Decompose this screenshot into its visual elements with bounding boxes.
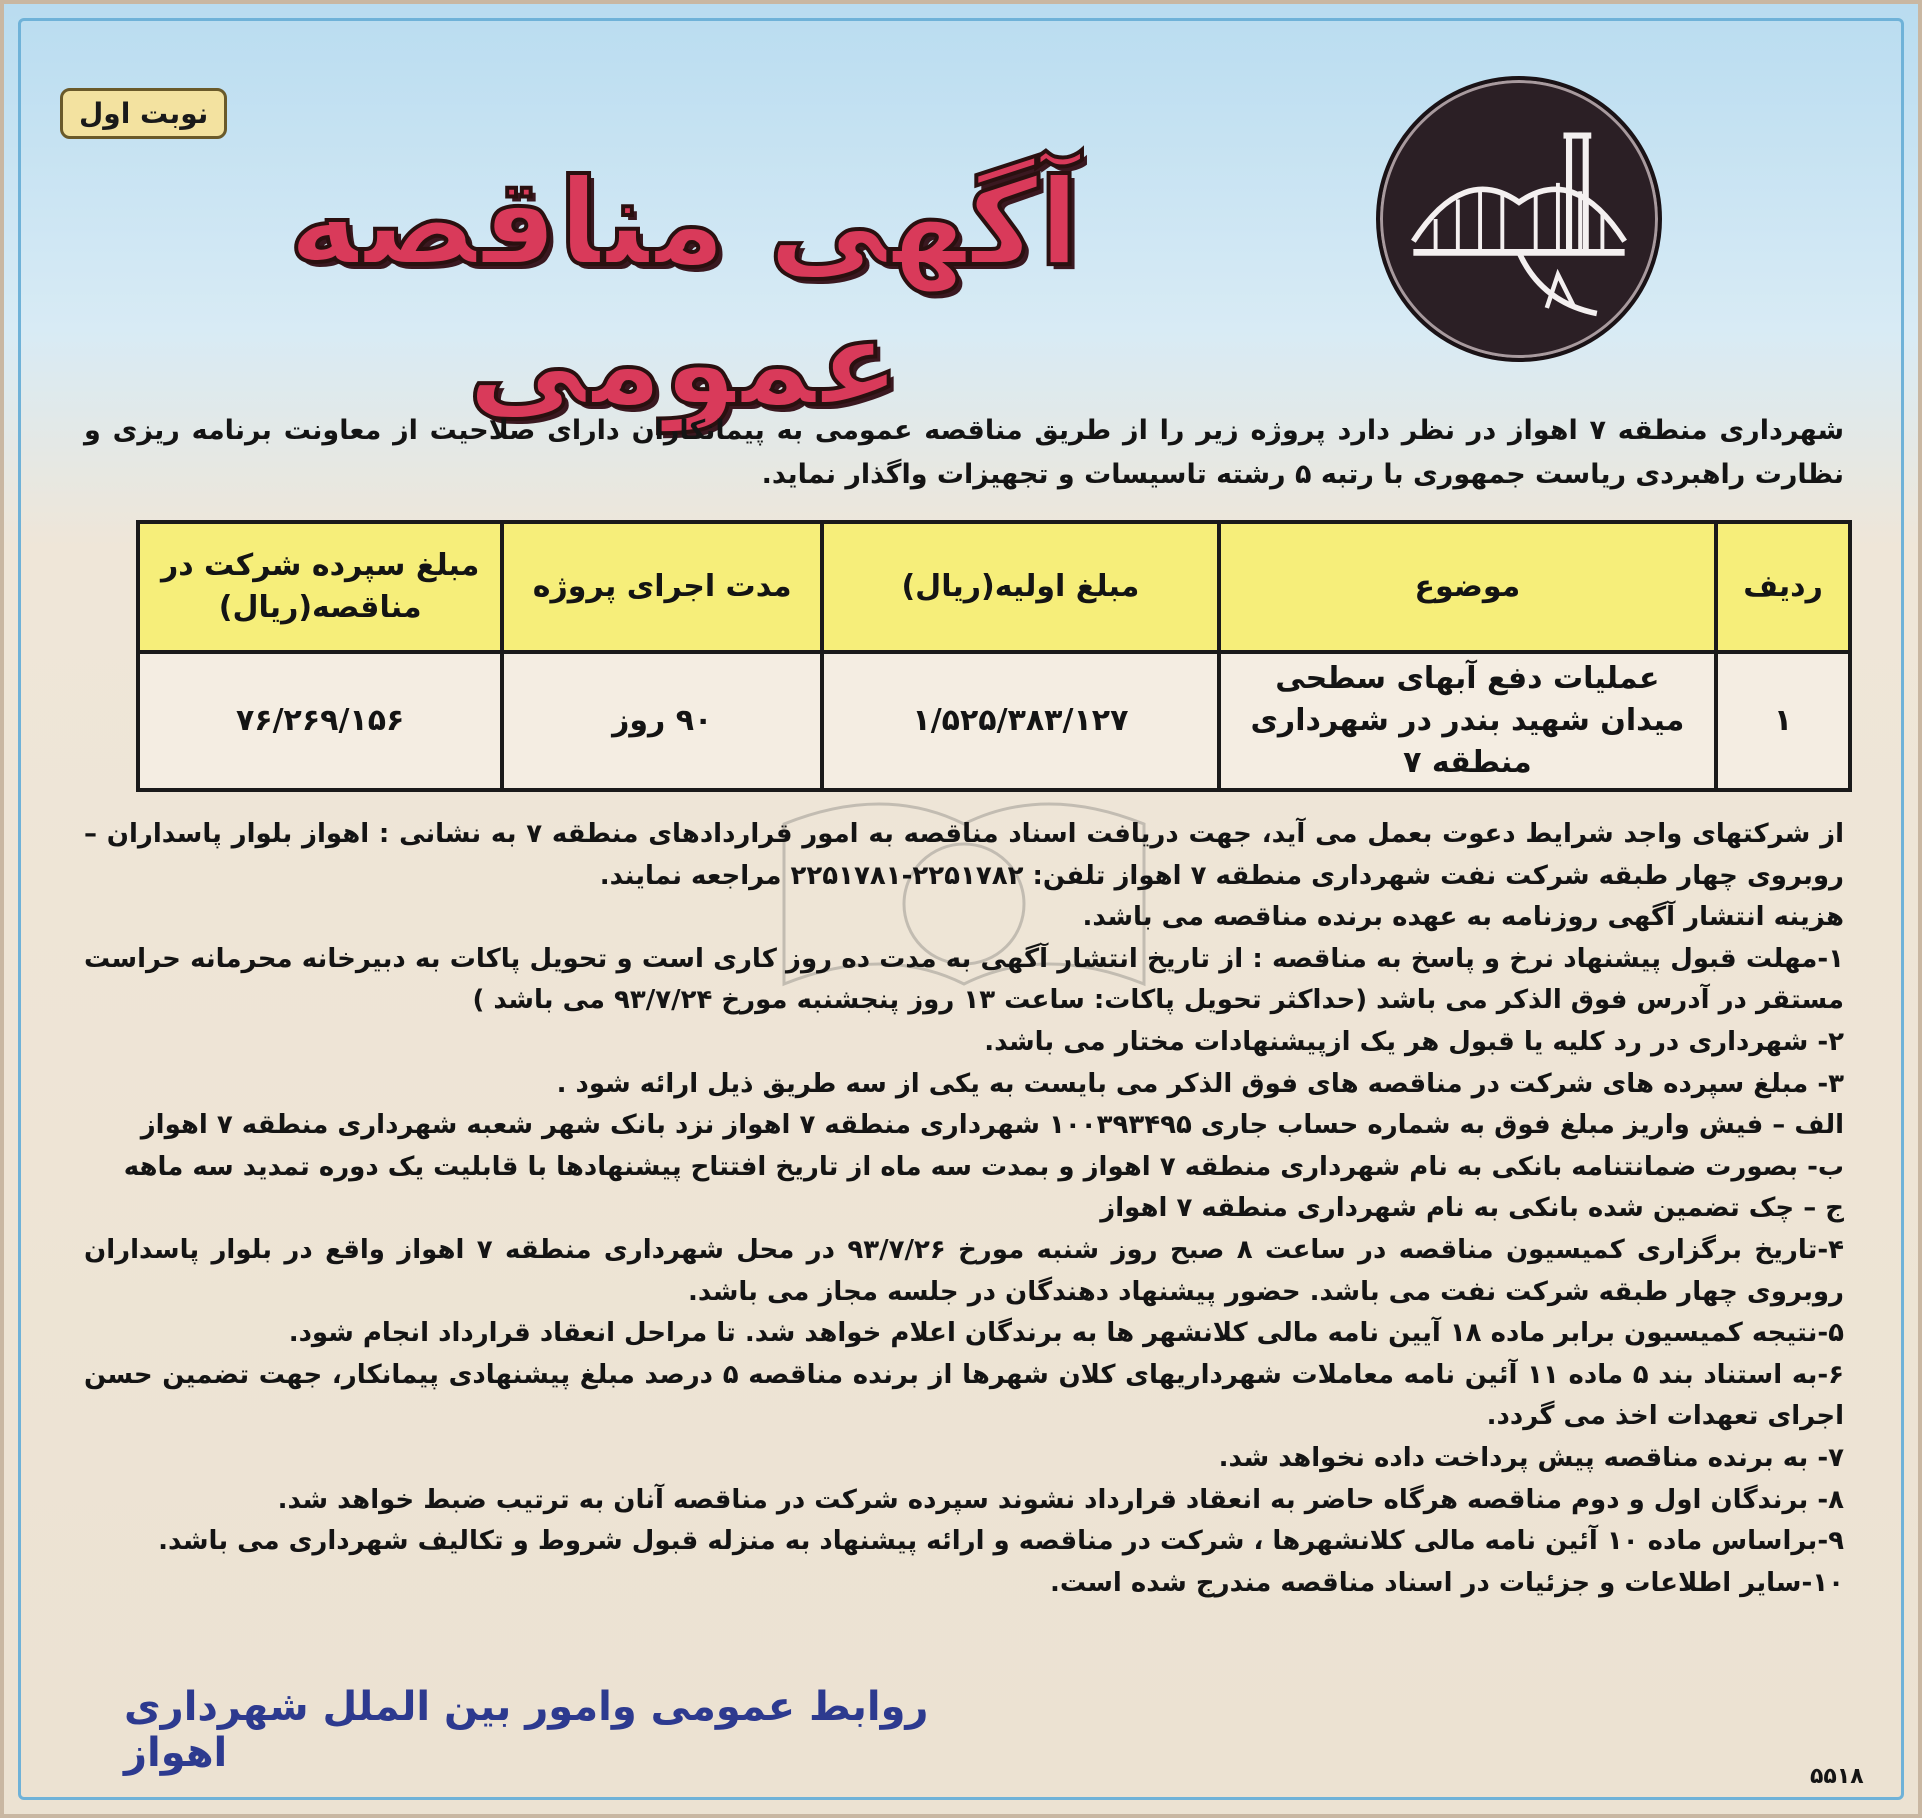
header-initial-amount: مبلغ اولیه(ریال) <box>822 522 1219 652</box>
condition-item: ۱-مهلت قبول پیشنهاد نرخ و پاسخ به مناقصه : از تاریخ انتشار آگهی به مدت ده روز کاری است و تحویل پاکات به دبیرخانه محرمانه حراست مستقر در آدرس فوق الذکر می باشد (حداکثر تحویل پاکات: ساعت ۱۳ روز پنجشنبه مورخ ۹۳/۷/۲۴ می باشد ) <box>84 943 1844 1016</box>
cell-row-number: ۱ <box>1716 652 1850 790</box>
condition-item: ب- بصورت ضمانتنامه بانکی به نام شهرداری منطقه ۷ اهواز و بمدت سه ماه از تاریخ افتتاح پیشنهادها با قابلیت یک دوره تمدید سه ماهه <box>123 1151 1844 1182</box>
cell-subject: عملیات دفع آبهای سطحی میدان شهید بندر در شهرداری منطقه ۷ <box>1219 652 1716 790</box>
condition-item: ۷- به برنده مناقصه پیش پرداخت داده نخواهد شد. <box>1218 1442 1844 1473</box>
condition-item: ۴-تاریخ برگزاری کمیسیون مناقصه در ساعت ۸ صبح روز شنبه مورخ ۹۳/۷/۲۶ در محل شهرداری منطقه ۷ اهواز واقع در بلوار پاسداران روبروی چهار طبقه شرکت نفت می باشد. حضور پیشنهاد دهندگان در جلسه مجاز می باشد. <box>84 1234 1845 1307</box>
header-deposit: مبلغ سپرده شرکت در مناقصه(ریال) <box>138 522 502 652</box>
condition-item: ۸- برندگان اول و دوم مناقصه هرگاه حاضر به انعقاد قرارداد نشوند سپرده شرکت در مناقصه آنان به ترتیب ضبط خواهد شد. <box>277 1484 1844 1515</box>
condition-item: ۹-براساس ماده ۱۰ آئین نامه مالی کلانشهرها ، شرکت در مناقصه و ارائه پیشنهاد به منزله قبول شروط و تکالیف شهرداری می باشد. <box>158 1526 1844 1557</box>
header-row-number: ردیف <box>1716 522 1850 652</box>
tender-table <box>136 520 1852 792</box>
cell-duration: ۹۰ روز <box>502 652 822 790</box>
conditions-text <box>84 814 1844 1604</box>
cell-deposit: ۷۶/۲۶۹/۱۵۶ <box>138 652 502 790</box>
condition-item: الف – فیش واریز مبلغ فوق به شماره حساب جاری ۱۰۰۳۹۳۴۹۵ شهرداری منطقه ۷ اهواز نزد بانک شهر شعبه شهرداری منطقه ۷ اهواز <box>140 1110 1844 1141</box>
header-subject: موضوع <box>1219 522 1716 652</box>
invite-paragraph: از شرکتهای واجد شرایط دعوت بعمل می آید، جهت دریافت اسناد مناقصه به امور قراردادهای منطقه ۷ به نشانی : اهواز بلوار پاسداران – روبروی چهار طبقه شرکت نفت شهرداری منطقه ۷ اهواز تلفن: ۲۲۵۱۷۸۲-۲۲۵۱۷۸۱ مراجعه نمایند. <box>84 819 1844 891</box>
round-badge: نوبت اول <box>60 88 227 139</box>
cell-initial-amount: ۱/۵۲۵/۳۸۳/۱۲۷ <box>822 652 1219 790</box>
condition-item: ۶-به استناد بند ۵ ماده ۱۱ آئین نامه معاملات شهرداریهای کلان شهرها از برنده مناقصه ۵ درصد مبلغ پیشنهادی پیمانکار، جهت تضمین حسن اجرای تعهدات اخذ می گردد. <box>84 1359 1845 1432</box>
condition-item: ۳- مبلغ سپرده های شرکت در مناقصه های فوق الذکر می بایست به یکی از سه طریق ذیل ارائه شود . <box>556 1068 1844 1099</box>
intro-paragraph: شهرداری منطقه ۷ اهواز در نظر دارد پروژه زیر را از طریق مناقصه عمومی به پیمانکاران دارای صلاحیت از معاونت برنامه ریزی و نظارت راهبردی ریاست جمهوری با رتبه ۵ رشته تاسیسات و تجهیزات واگذار نماید. <box>84 415 1845 490</box>
bridge-logo-icon <box>1376 76 1662 362</box>
condition-item: ۲- شهرداری در رد کلیه یا قبول هر یک ازپیشنهادات مختار می باشد. <box>984 1026 1844 1057</box>
condition-item: ۵-نتیجه کمیسیون برابر ماده ۱۸ آیین نامه مالی کلانشهر ها به برندگان اعلام خواهد شد. تا مراحل انعقاد قرارداد انجام شود. <box>288 1318 1844 1349</box>
cost-paragraph: هزینه انتشار آگهی روزنامه به عهده برنده مناقصه می باشد. <box>1082 902 1844 933</box>
table-header-row <box>138 522 1850 652</box>
header-duration: مدت اجرای پروژه <box>502 522 822 652</box>
notice-title: آگهی مناقصه عمومی <box>288 154 1080 433</box>
condition-item: ج – چک تضمین شده بانکی به نام شهرداری منطقه ۷ اهواز <box>1100 1193 1844 1224</box>
table-row <box>138 652 1850 790</box>
condition-item: ۱۰-سایر اطلاعات و جزئیات در اسناد مناقصه مندرج شده است. <box>1049 1567 1844 1598</box>
signature-line: روابط عمومی وامور بین الملل شهرداری اهواز <box>124 1684 929 1776</box>
ad-code: ۵۵۱۸ <box>1810 1764 1864 1789</box>
